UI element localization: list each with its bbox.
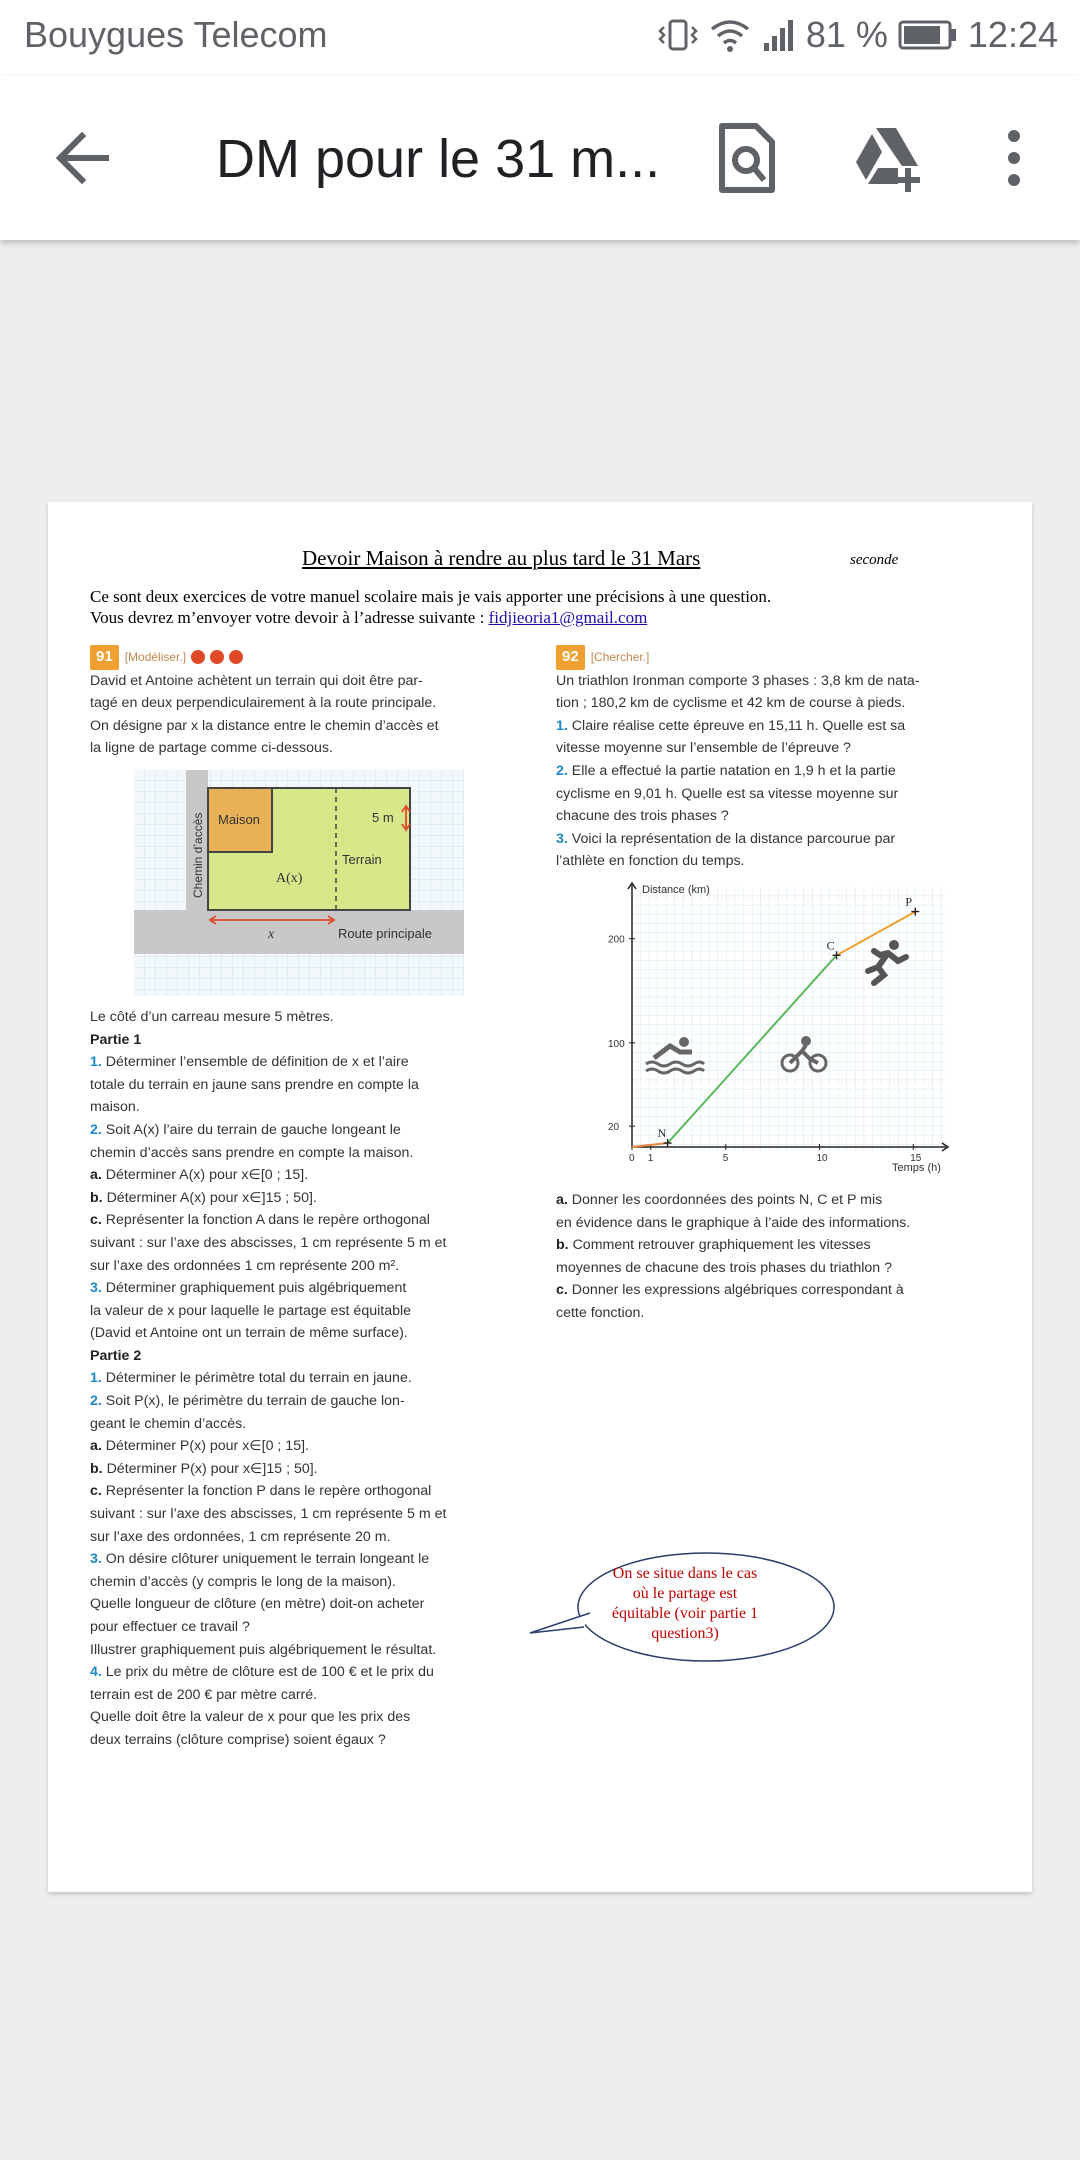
label-x: x <box>268 926 275 942</box>
exercise-tag: [Modéliser.] <box>124 650 187 664</box>
x-axis-label: Temps (h) <box>892 1161 941 1174</box>
question: 1. Déterminer l’ensemble de définition de x et l’aire <box>90 1054 409 1071</box>
triathlon-chart <box>596 881 956 1181</box>
text-line: deux terrains (clôture comprise) soient égaux ? <box>90 1731 386 1748</box>
sub-question: a. Déterminer A(x) pour x∈[0 ; 15]. <box>90 1167 309 1184</box>
text-line: chacune des trois phases ? <box>556 808 729 825</box>
document-page <box>48 502 1032 1892</box>
question: 3. Voici la représentation de la distance parcourue par <box>556 830 896 847</box>
exercise-91 <box>90 645 510 1752</box>
email-link[interactable]: fidjieoria1@gmail.com <box>488 608 648 627</box>
text-line: Quelle doit être la valeur de x pour que les prix des <box>90 1709 411 1726</box>
text-line: la ligne de partage comme ci-dessous. <box>90 740 333 757</box>
label-maison: Maison <box>218 811 260 827</box>
sub-question: c. Représenter la fonction A dans le repère orthogonal <box>90 1212 430 1229</box>
battery-percent: 81 % <box>805 14 888 55</box>
sub-question: c. Représenter la fonction P dans le repère orthogonal <box>90 1483 432 1500</box>
more-vertical-icon[interactable] <box>980 120 1048 196</box>
question: 3. Déterminer graphiquement puis algébriquement <box>90 1280 407 1297</box>
x-tick-label: 0 <box>629 1152 635 1164</box>
wifi-icon <box>708 17 752 53</box>
question: 1. Claire réalise cette épreuve en 15,11 h. Quelle est sa <box>556 717 906 734</box>
document-heading: Devoir Maison à rendre au plus tard le 31 Mars <box>302 546 701 570</box>
text-line: (David et Antoine ont un terrain de même surface). <box>90 1325 408 1342</box>
section-heading: Partie 2 <box>90 1347 142 1364</box>
text-line: geant le chemin d’accès. <box>90 1415 247 1432</box>
status-indicators <box>658 14 1058 56</box>
text-line: maison. <box>90 1099 140 1116</box>
text-line: terrain est de 200 € par mètre carré. <box>90 1686 318 1703</box>
x-tick-label: 10 <box>816 1152 828 1164</box>
label-area: A(x) <box>276 870 303 886</box>
vibrate-icon <box>658 17 698 53</box>
terrain-figure <box>134 770 464 996</box>
sub-question: b. Comment retrouver graphiquement les vitesses <box>556 1237 871 1254</box>
question: 3. On désire clôturer uniquement le terrain longeant le <box>90 1551 430 1568</box>
sub-question: b. Déterminer A(x) pour x∈]15 ; 50]. <box>90 1189 317 1206</box>
question: 2. Soit A(x) l’aire du terrain de gauche longeant le <box>90 1121 401 1138</box>
text-line: Le côté d’un carreau mesure 5 mètres. <box>90 1008 334 1025</box>
sub-question: b. Déterminer P(x) pour x∈]15 ; 50]. <box>90 1460 318 1477</box>
text-line: en évidence dans le graphique à l’aide des informations. <box>556 1214 911 1231</box>
text-line: la valeur de x pour laquelle le partage est équitable <box>90 1302 412 1319</box>
text-line: vitesse moyenne sur l’ensemble de l’épreuve ? <box>556 740 851 757</box>
y-axis-label: Distance (km) <box>642 883 710 896</box>
text-line: sur l’axe des ordonnées, 1 cm représente 20 m. <box>90 1528 391 1545</box>
intro-text <box>90 586 771 628</box>
carrier-name: Bouygues Telecom <box>24 14 328 55</box>
app-bar <box>0 76 1080 240</box>
text-line: pour effectuer ce travail ? <box>90 1619 250 1635</box>
exercise-92 <box>556 645 996 1325</box>
y-tick-label: 20 <box>608 1122 620 1134</box>
label-chemin: Chemin d’accès <box>191 812 205 898</box>
find-in-page-icon[interactable] <box>712 120 784 196</box>
exercise-tag: [Chercher.] <box>590 650 650 664</box>
intro-line-2: Vous devrez m’envoyer votre devoir à l’adresse suivante : fidjieoria1@gmail.com <box>90 608 648 627</box>
point-label-N: N <box>657 1125 667 1140</box>
status-bar <box>0 0 1080 76</box>
text-line: l’athlète en fonction du temps. <box>556 853 745 870</box>
text-line: Un triathlon Ironman comporte 3 phases : 3,8 km de nata- <box>556 672 920 689</box>
text-line: tagé en deux perpendiculairement à la route principale. <box>90 695 437 712</box>
text-line: chemin d’accès (y compris le long de la maison). <box>90 1573 396 1590</box>
question: 1. Déterminer le périmètre total du terrain en jaune. <box>90 1370 412 1387</box>
x-tick-label: 5 <box>722 1152 729 1164</box>
sub-question: a. Déterminer P(x) pour x∈[0 ; 15]. <box>90 1438 309 1455</box>
label-five-m: 5 m <box>372 809 394 825</box>
text-line: moyennes de chacune des trois phases du triathlon ? <box>556 1259 892 1276</box>
text-line: On désigne par x la distance entre le chemin d’accès et <box>90 717 439 734</box>
label-terrain: Terrain <box>342 851 382 867</box>
back-arrow-icon[interactable] <box>50 128 120 188</box>
text-line: tion ; 180,2 km de cyclisme et 42 km de course à pieds. <box>556 695 906 712</box>
text-line: sur l’axe des ordonnées 1 cm représente 200 m². <box>90 1257 400 1274</box>
difficulty-dots-icon <box>190 649 246 665</box>
drive-add-icon[interactable] <box>852 120 924 196</box>
text-line: Quelle longueur de clôture (en mètre) doit-on acheter <box>90 1596 425 1613</box>
text-line: totale du terrain en jaune sans prendre en compte la <box>90 1076 419 1093</box>
exercise-number: 92 <box>556 645 585 670</box>
text-line: David et Antoine achètent un terrain qui doit être par- <box>90 672 423 689</box>
y-tick-label: 200 <box>608 934 625 946</box>
question: 2. Elle a effectué la partie natation en 1,9 h et la partie <box>556 762 896 779</box>
signal-icon <box>762 17 796 53</box>
point-label-P: P <box>905 894 912 909</box>
sub-question: a. Donner les coordonnées des points N, C et P mis <box>556 1191 883 1208</box>
x-tick-label: 1 <box>647 1152 654 1164</box>
text-line: cette fonction. <box>556 1304 645 1321</box>
text-line: chemin d’accès sans prendre en compte la maison. <box>90 1144 414 1161</box>
text-line: suivant : sur l’axe des abscisses, 1 cm représente 5 m et <box>90 1234 447 1251</box>
label-route: Route principale <box>338 925 432 941</box>
clock: 12:24 <box>967 14 1058 55</box>
exercise-91-header <box>90 645 510 670</box>
sub-question: c. Donner les expressions algébriques correspondant à <box>556 1282 904 1299</box>
document-title: DM pour le 31 m... <box>216 129 661 189</box>
point-label-C: C <box>826 938 835 953</box>
text-line: suivant : sur l’axe des abscisses, 1 cm représente 5 m et <box>90 1506 447 1523</box>
exercise-92-header <box>556 645 996 670</box>
text-line: cyclisme en 9,01 h. Quelle est sa vitesse moyenne sur <box>556 785 899 802</box>
x-tick-label: 15 <box>910 1152 922 1164</box>
question: 4. Le prix du mètre de clôture est de 100 € et le prix du <box>90 1664 434 1681</box>
question: 2. Soit P(x), le périmètre du terrain de gauche lon- <box>90 1393 405 1410</box>
section-heading: Partie 1 <box>90 1031 142 1048</box>
y-tick-label: 100 <box>608 1038 625 1050</box>
intro-line-1: Ce sont deux exercices de votre manuel scolaire mais je vais apporter une précisions à une question. <box>90 587 772 606</box>
battery-icon <box>898 19 958 51</box>
text-line: Illustrer graphiquement puis algébriquement le résultat. <box>90 1641 437 1658</box>
class-level: seconde <box>850 552 899 568</box>
exercise-number: 91 <box>90 645 119 670</box>
annotation-text: On se situe dans le cas où le partage est équitable (voir partie 1 question3) <box>611 1565 759 1642</box>
